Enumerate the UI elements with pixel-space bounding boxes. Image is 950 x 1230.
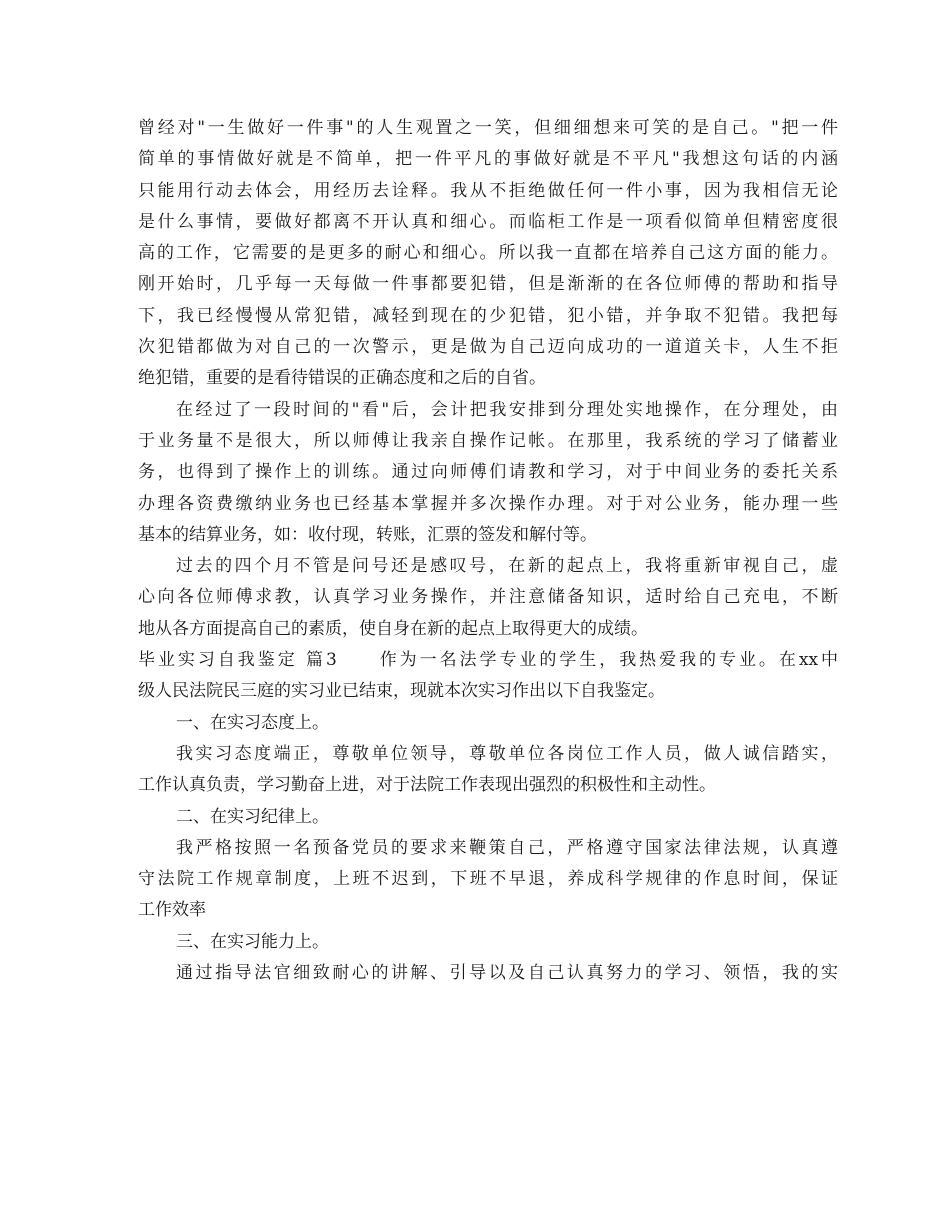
text-line: 通过指导法官细致耐心的讲解、引导以及自己认真努力的学习、领悟，我的实 (176, 963, 838, 984)
text-line: 地从各方面提高自己的素质，使自身在新的起点上取得更大的成绩。 (138, 618, 648, 639)
text-line: 我实习态度端正，尊敬单位领导，尊敬单位各岗位工作人员，做人诚信踏实， (176, 743, 838, 764)
subheading: 二、在实习纪律上。 (176, 806, 329, 827)
text-line: 守法院工作规章制度，上班不迟到，下班不早退，养成科学规律的作息时间，保证 (138, 869, 838, 890)
text-line: 基本的结算业务，如：收付现，转账，汇票的签发和解付等。 (138, 524, 597, 545)
text-line: 工作效率 (138, 900, 206, 921)
text-line: 是什么事情，要做好都离不开认真和细心。而临柜工作是一项看似简单但精密度很 (138, 211, 838, 232)
text-line: 只能用行动去体会，用经历去诠释。我从不拒绝做任何一件小事，因为我相信无论 (138, 180, 838, 201)
text-line: 在经过了一段时间的"看"后，会计把我安排到分理处实地操作，在分理处，由 (176, 399, 838, 420)
subheading: 三、在实习能力上。 (176, 931, 329, 952)
text-line: 下，我已经慢慢从常犯错，减轻到现在的少犯错，犯小错，并争取不犯错。我把每 (138, 305, 838, 326)
text-line: 于业务量不是很大，所以师傅让我亲自操作记帐。在那里，我系统的学习了储蓄业 (138, 430, 838, 451)
text-line: 工作认真负责，学习勤奋上进，对于法院工作表现出强烈的积极性和主动性。 (138, 775, 716, 796)
text-line: 绝犯错，重要的是看待错误的正确态度和之后的自省。 (138, 368, 546, 389)
text-line: 级人民法院民三庭的实习业已结束，现就本次实习作出以下自我鉴定。 (138, 681, 665, 702)
section-heading-line: 毕业实习自我鉴定 篇3 作为一名法学专业的学生，我热爱我的专业。在xx中 (138, 650, 838, 671)
text-line: 高的工作，它需要的是更多的耐心和细心。所以我一直都在培养自己这方面的能力。 (138, 243, 838, 264)
text-line: 办理各资费缴纳业务也已经基本掌握并多次操作办理。对于对公业务，能办理一些 (138, 493, 838, 514)
text-line: 务，也得到了操作上的训练。通过向师傅们请教和学习，对于中间业务的委托关系 (138, 462, 838, 483)
text-line: 刚开始时，几乎每一天每做一件事都要犯错，但是渐渐的在各位师傅的帮助和指导 (138, 274, 838, 295)
text-line: 过去的四个月不管是问号还是感叹号，在新的起点上，我将重新审视自己，虚 (176, 556, 838, 577)
text-line: 简单的事情做好就是不简单，把一件平凡的事做好就是不平凡"我想这句话的内涵 (138, 149, 838, 170)
subheading: 一、在实习态度上。 (176, 712, 329, 733)
document-body (138, 113, 838, 989)
text-line: 次犯错都做为对自己的一次警示，更是做为自己迈向成功的一道道关卡，人生不拒 (138, 337, 838, 358)
text-line: 心向各位师傅求教，认真学习业务操作，并注意储备知识，适时给自己充电，不断 (138, 587, 838, 608)
text-line: 我严格按照一名预备党员的要求来鞭策自己，严格遵守国家法律法规，认真遵 (176, 837, 838, 858)
text-line: 曾经对"一生做好一件事"的人生观置之一笑，但细细想来可笑的是自己。"把一件 (138, 118, 838, 138)
